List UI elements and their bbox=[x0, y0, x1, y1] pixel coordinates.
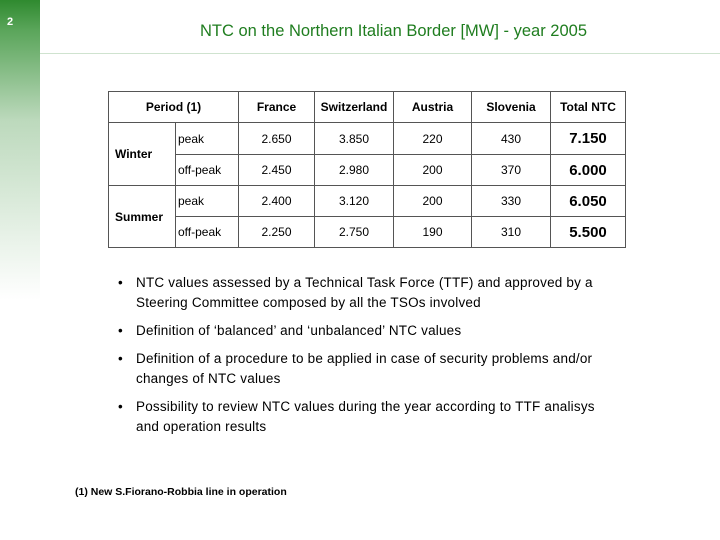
table-row bbox=[109, 155, 626, 186]
season-winter: Winter bbox=[109, 123, 176, 186]
bullet-text: Definition of a procedure to be applied in case of security problems and/or changes of NTC values bbox=[136, 351, 593, 386]
bullet-item bbox=[118, 273, 618, 313]
austria-cell: 200 bbox=[394, 186, 472, 217]
bullet-dot: • bbox=[118, 275, 123, 290]
bullet-list bbox=[118, 273, 618, 445]
switzerland-cell: 2.980 bbox=[315, 155, 394, 186]
france-cell: 2.650 bbox=[239, 123, 315, 155]
table-row bbox=[109, 123, 626, 155]
ntc-table bbox=[108, 91, 626, 248]
side-accent-bar bbox=[0, 0, 40, 540]
period-cell: off-peak bbox=[176, 155, 239, 186]
slide-title: NTC on the Northern Italian Border [MW] - year 2005 bbox=[200, 22, 587, 40]
header-austria: Austria bbox=[394, 92, 472, 123]
slide-number: 2 bbox=[7, 16, 14, 28]
period-cell: peak bbox=[176, 186, 239, 217]
title-divider bbox=[40, 53, 720, 54]
bullet-text: Definition of ‘balanced’ and ‘unbalanced’ NTC values bbox=[136, 323, 462, 338]
total-ntc-cell: 6.050 bbox=[551, 186, 626, 217]
switzerland-cell: 3.120 bbox=[315, 186, 394, 217]
table-row bbox=[109, 186, 626, 217]
bullet-dot: • bbox=[118, 351, 123, 366]
bullet-item bbox=[118, 397, 618, 437]
slovenia-cell: 310 bbox=[472, 217, 551, 248]
bullet-item bbox=[118, 349, 618, 389]
table-row bbox=[109, 217, 626, 248]
austria-cell: 190 bbox=[394, 217, 472, 248]
table-header-row bbox=[109, 92, 626, 123]
total-ntc-cell: 7.150 bbox=[551, 123, 626, 155]
total-ntc-cell: 5.500 bbox=[551, 217, 626, 248]
bullet-dot: • bbox=[118, 323, 123, 338]
period-cell: peak bbox=[176, 123, 239, 155]
bullet-item bbox=[118, 321, 618, 341]
bullet-dot: • bbox=[118, 399, 123, 414]
switzerland-cell: 2.750 bbox=[315, 217, 394, 248]
header-total-ntc: Total NTC bbox=[551, 92, 626, 123]
austria-cell: 200 bbox=[394, 155, 472, 186]
france-cell: 2.450 bbox=[239, 155, 315, 186]
header-period: Period (1) bbox=[109, 92, 239, 123]
slovenia-cell: 370 bbox=[472, 155, 551, 186]
period-cell: off-peak bbox=[176, 217, 239, 248]
header-switzerland: Switzerland bbox=[315, 92, 394, 123]
season-summer: Summer bbox=[109, 186, 176, 248]
france-cell: 2.250 bbox=[239, 217, 315, 248]
bullet-text: Possibility to review NTC values during the year according to TTF analisys and operation results bbox=[136, 399, 595, 434]
slovenia-cell: 330 bbox=[472, 186, 551, 217]
footnote: (1) New S.Fiorano-Robbia line in operation bbox=[75, 486, 287, 498]
slovenia-cell: 430 bbox=[472, 123, 551, 155]
bullet-text: NTC values assessed by a Technical Task Force (TTF) and approved by a Steering Committee composed by all the TSOs involved bbox=[136, 275, 593, 310]
header-france: France bbox=[239, 92, 315, 123]
switzerland-cell: 3.850 bbox=[315, 123, 394, 155]
austria-cell: 220 bbox=[394, 123, 472, 155]
france-cell: 2.400 bbox=[239, 186, 315, 217]
total-ntc-cell: 6.000 bbox=[551, 155, 626, 186]
header-slovenia: Slovenia bbox=[472, 92, 551, 123]
